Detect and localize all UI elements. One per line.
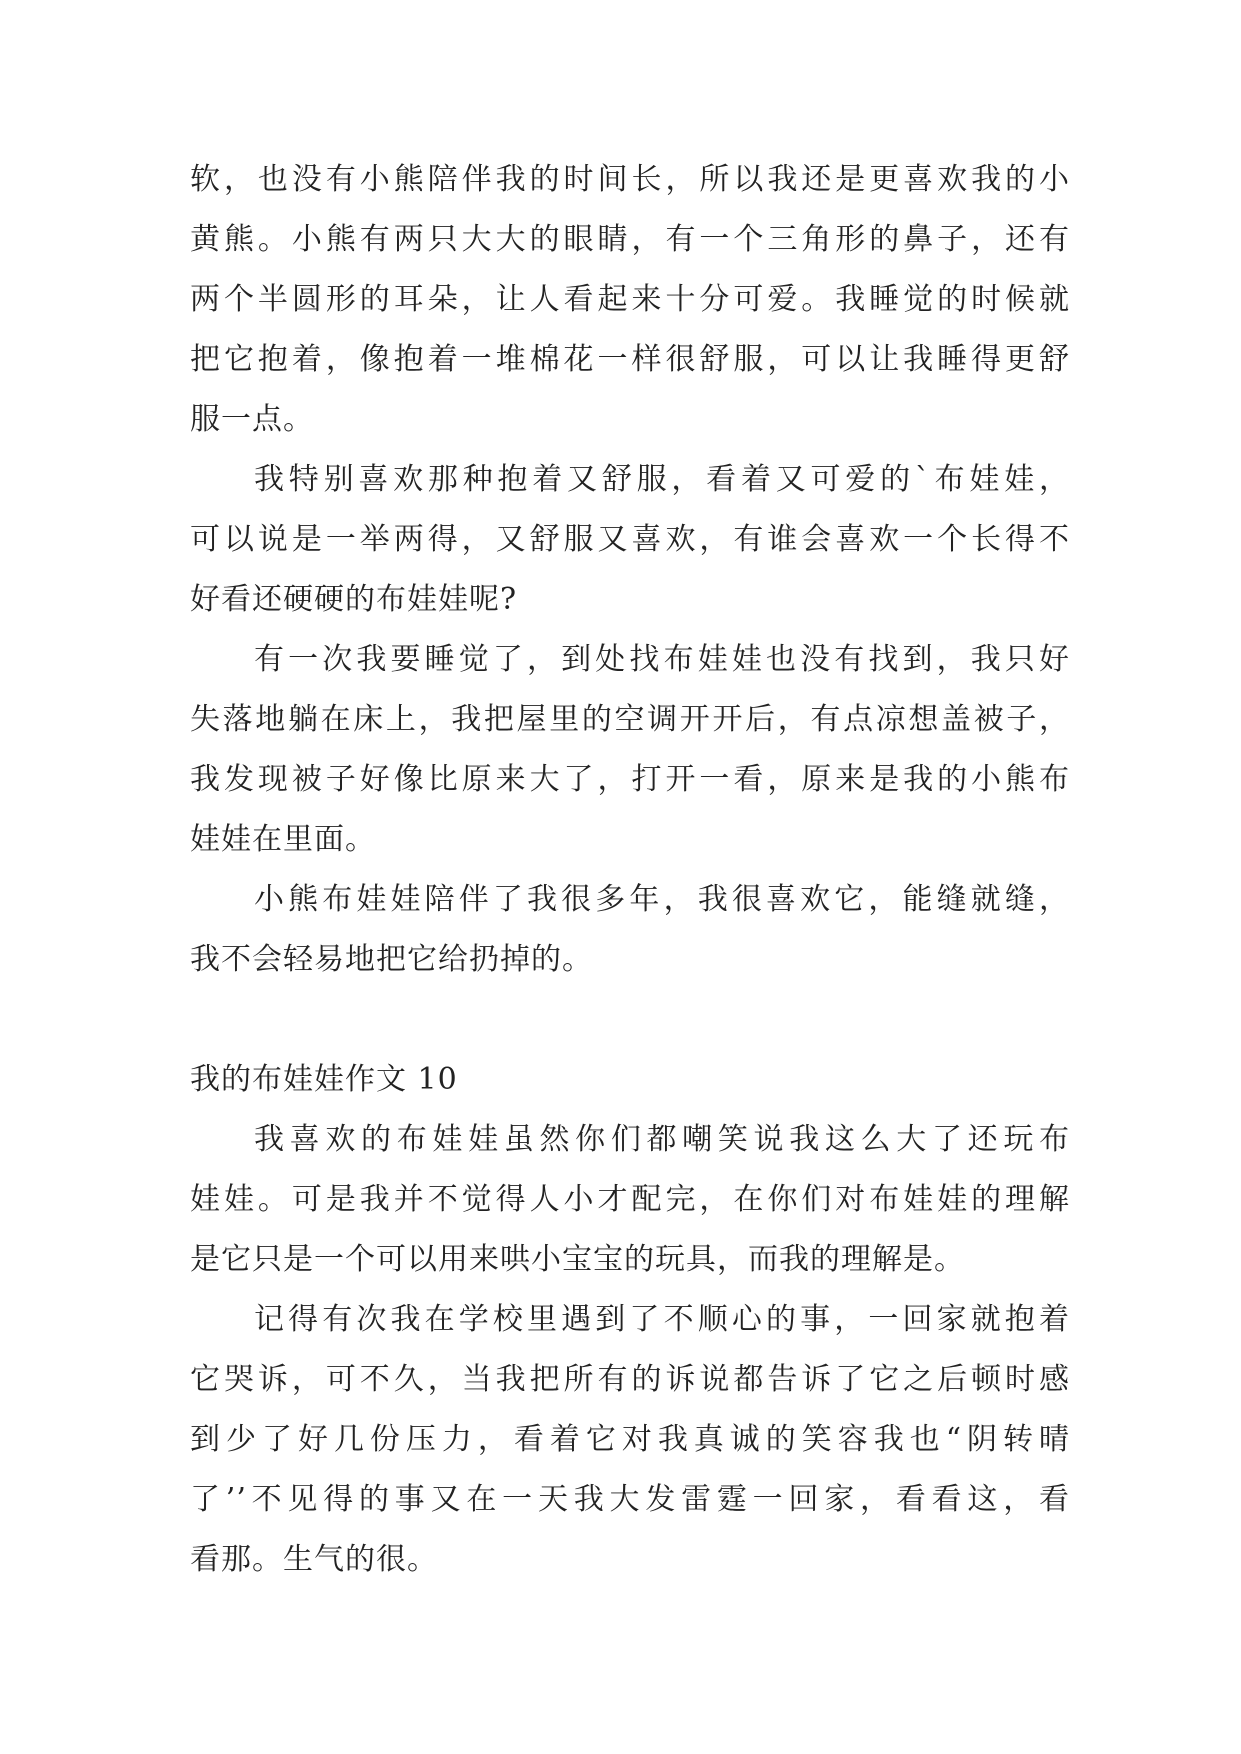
text-line: 小熊布娃娃陪伴了我很多年，我很喜欢它，能缝就缝， xyxy=(254,882,1070,917)
text-line: 我特别喜欢那种抱着又舒服，看着又可爱的`布娃娃， xyxy=(254,462,1070,497)
text-line: 我喜欢的布娃娃虽然你们都嘲笑说我这么大了还玩布 xyxy=(254,1122,1070,1157)
text-line: 黄熊。小熊有两只大大的眼睛，有一个三角形的鼻子，还有 xyxy=(190,222,1070,257)
text-line: 服一点。 xyxy=(190,402,314,437)
text-line: 失落地躺在床上，我把屋里的空调开开后，有点凉想盖被子， xyxy=(190,702,1070,737)
section-spacer xyxy=(190,990,1070,1050)
text-line: 两个半圆形的耳朵，让人看起来十分可爱。我睡觉的时候就 xyxy=(190,282,1070,317)
text-line: 好看还硬硬的布娃娃呢? xyxy=(190,582,518,617)
text-line: 它哭诉，可不久，当我把所有的诉说都告诉了它之后顿时感 xyxy=(190,1362,1070,1397)
text-line: 了’’不见得的事又在一天我大发雷霆一回家，看看这，看 xyxy=(190,1482,1070,1517)
paragraph xyxy=(190,870,1070,990)
text-line: 是它只是一个可以用来哄小宝宝的玩具，而我的理解是。 xyxy=(190,1242,965,1277)
text-line: 有一次我要睡觉了，到处找布娃娃也没有找到，我只好 xyxy=(254,642,1070,677)
text-line: 软，也没有小熊陪伴我的时间长，所以我还是更喜欢我的小 xyxy=(190,162,1070,197)
paragraph xyxy=(190,150,1070,450)
paragraph xyxy=(190,1290,1070,1590)
text-line: 娃娃。可是我并不觉得人小才配完，在你们对布娃娃的理解 xyxy=(190,1182,1070,1217)
section-title: 我的布娃娃作文 10 xyxy=(190,1062,458,1097)
text-line: 把它抱着，像抱着一堆棉花一样很舒服，可以让我睡得更舒 xyxy=(190,342,1070,377)
text-line: 到少了好几份压力，看着它对我真诚的笑容我也“阴转晴 xyxy=(190,1422,1070,1457)
paragraph xyxy=(190,1110,1070,1290)
text-line: 看那。生气的很。 xyxy=(190,1542,438,1577)
document-body xyxy=(190,150,1070,1590)
text-line: 可以说是一举两得，又舒服又喜欢，有谁会喜欢一个长得不 xyxy=(190,522,1070,557)
text-line: 记得有次我在学校里遇到了不顺心的事，一回家就抱着 xyxy=(254,1302,1070,1337)
paragraph xyxy=(190,630,1070,870)
paragraph xyxy=(190,450,1070,630)
text-line: 我不会轻易地把它给扔掉的。 xyxy=(190,942,593,977)
text-line: 娃娃在里面。 xyxy=(190,822,376,857)
text-line: 我发现被子好像比原来大了，打开一看，原来是我的小熊布 xyxy=(190,762,1070,797)
